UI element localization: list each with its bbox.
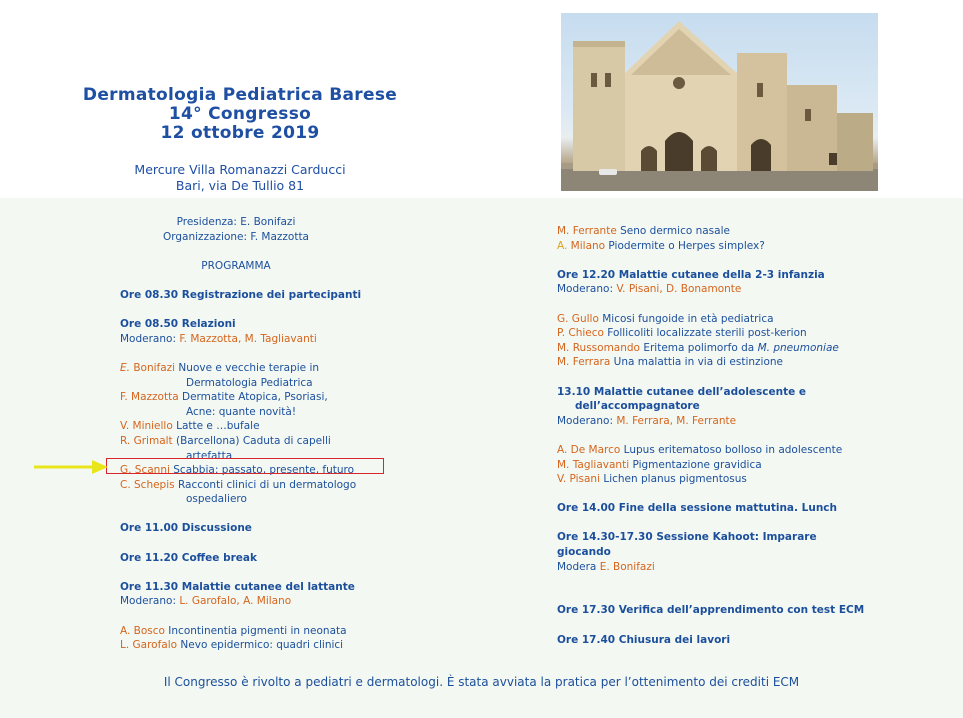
speaker-name: V. Pisani [557, 473, 600, 486]
talk-item [557, 355, 957, 370]
talk-item [557, 312, 957, 327]
talk-title: Nuove e vecchie terapie in [175, 361, 320, 374]
congress-header [40, 86, 440, 143]
modera-label: Modera [557, 560, 600, 573]
coffee-break: Ore 11.20 Coffee break [120, 551, 257, 564]
talk-item [557, 458, 957, 473]
talk-item [557, 472, 957, 487]
moderano-names: F. Mazzotta, M. Tagliavanti [179, 332, 317, 345]
talk-title: Pigmentazione gravidica [629, 458, 762, 471]
talk-title: Nevo epidermico: quadri clinici [177, 639, 344, 652]
talk-item [557, 326, 957, 341]
venue-block [40, 162, 440, 194]
talk-item [120, 638, 500, 653]
speaker-name: C. Schepis [120, 478, 175, 491]
speaker-name: Bonifazi [129, 361, 176, 374]
talk-title-cont: ospedaliero [186, 493, 247, 506]
talk-title: (Barcellona) Caduta di capelli [172, 434, 331, 447]
moderano-relazioni [120, 332, 500, 347]
talk-title: Seno dermico nasale [616, 225, 730, 237]
talk-title: Racconti clinici di un dermatologo [174, 478, 357, 491]
moderano-label: Moderano: [120, 332, 180, 345]
kahoot-session: Ore 14.30-17.30 Sessione Kahoot: Imparare [557, 531, 817, 544]
kahoot-session-cont: giocando [557, 546, 611, 559]
talk-title-cont: artefatta [186, 449, 233, 462]
talk-title: Piodermite o Herpes simplex? [605, 239, 765, 252]
verifica-ecm: Ore 17.30 Verifica dell’apprendimento con test ECM [557, 604, 865, 617]
speaker-name: M. Ferrante [557, 225, 617, 237]
speaker-name: M. Ferrara [557, 356, 611, 369]
talk-item [120, 434, 500, 449]
speaker-name: F. Mazzotta [120, 391, 179, 404]
modera-name: E. Bonifazi [599, 560, 655, 573]
talk-item [120, 390, 500, 405]
registrazione-session: Ore 08.30 Registrazione dei partecipanti [120, 288, 362, 301]
speaker-name: V. Miniello [120, 420, 173, 433]
organizzazione: Organizzazione: F. Mazzotta [162, 230, 309, 243]
talk-title: Scabbia: passato, presente, futuro [169, 464, 355, 477]
talk-item [557, 239, 957, 254]
talk-title: Lupus eritematoso bolloso in adolescente [620, 443, 843, 456]
talk-item [120, 624, 500, 639]
program-left-column [120, 215, 500, 653]
fine-sessione: Ore 14.00 Fine della sessione mattutina. Lunch [557, 502, 837, 515]
talk-item [557, 224, 957, 239]
talk-title: Incontinentia pigmenti in neonata [164, 624, 347, 637]
talk-title-italic: M. pneumoniae [757, 341, 839, 354]
speaker-name-initial: A. [557, 239, 568, 252]
talk-title: Follicoliti localizzate sterili post-kerion [603, 327, 807, 340]
infanzia-session: Ore 12.20 Malattie cutanee della 2-3 infanzia [557, 268, 825, 281]
congress-date: 12 ottobre 2019 [160, 123, 320, 143]
moderano-label: Moderano: [120, 595, 180, 608]
talk-item [120, 361, 500, 376]
talk-item [557, 341, 957, 356]
talk-title: Micosi fungoide in età pediatrica [598, 312, 774, 325]
relazioni-session: Ore 08.50 Relazioni [120, 318, 236, 331]
venue-address: Bari, via De Tullio 81 [175, 178, 305, 193]
speaker-name: A. Bosco [120, 624, 165, 637]
lattante-session: Ore 11.30 Malattie cutanee del lattante [120, 580, 355, 593]
programma-heading: PROGRAMMA [201, 259, 271, 272]
moderano-label: Moderano: [557, 414, 617, 427]
talk-item [557, 443, 957, 458]
modera-kahoot [557, 560, 957, 575]
talk-title: Dermatite Atopica, Psoriasi, [178, 391, 328, 404]
talk-title: Eritema polimorfo da [640, 341, 758, 354]
moderano-adolescente [557, 414, 957, 429]
talk-title: Latte e …bufale [172, 420, 260, 433]
speaker-name: M. Russomando [557, 341, 640, 354]
adolescente-session-cont: dell’accompagnatore [575, 400, 700, 413]
speaker-name-initial: E. [120, 361, 130, 374]
speaker-name: G. Scanni [120, 464, 170, 477]
moderano-names: L. Garofalo, A. Milano [179, 595, 292, 608]
pointer-arrow-icon [32, 457, 112, 477]
talk-item [120, 478, 500, 493]
speaker-name: P. Chieco [557, 327, 604, 340]
talk-item [120, 419, 500, 434]
adolescente-session: 13.10 Malattie cutanee dell’adolescente e [557, 385, 807, 398]
footer-note: Il Congresso è rivolto a pediatri e dermatologi. È stata avviata la pratica per l’ottenimento dei crediti ECM [163, 675, 800, 689]
congress-title: Dermatologia Pediatrica Barese [82, 85, 398, 105]
congress-edition: 14° Congresso [168, 104, 312, 124]
speaker-name: Milano [567, 239, 606, 252]
moderano-lattante [120, 594, 500, 609]
moderano-names: M. Ferrara, M. Ferrante [616, 414, 737, 427]
presidenza: Presidenza: E. Bonifazi [176, 216, 296, 228]
discussione-session: Ore 11.00 Discussione [120, 522, 252, 535]
moderano-names: V. Pisani, D. Bonamonte [616, 283, 742, 296]
speaker-name: L. Garofalo [120, 639, 178, 652]
talk-title: Lichen planus pigmentosus [600, 473, 747, 486]
speaker-name: M. Tagliavanti [557, 458, 630, 471]
speaker-name: A. De Marco [557, 443, 621, 456]
chiusura-lavori: Ore 17.40 Chiusura dei lavori [557, 633, 731, 646]
basilica-photo [561, 13, 878, 191]
moderano-infanzia [557, 282, 957, 297]
talk-title-cont: Dermatologia Pediatrica [186, 376, 313, 389]
speaker-name: G. Gullo [557, 312, 599, 325]
talk-title-cont: Acne: quante novità! [186, 405, 297, 418]
talk-title: Una malattia in via di estinzione [610, 356, 784, 369]
venue-name: Mercure Villa Romanazzi Carducci [134, 162, 346, 177]
speaker-name: R. Grimalt [120, 434, 173, 447]
program-right-column [557, 224, 957, 647]
moderano-label: Moderano: [557, 283, 617, 296]
highlight-rectangle [106, 458, 384, 477]
